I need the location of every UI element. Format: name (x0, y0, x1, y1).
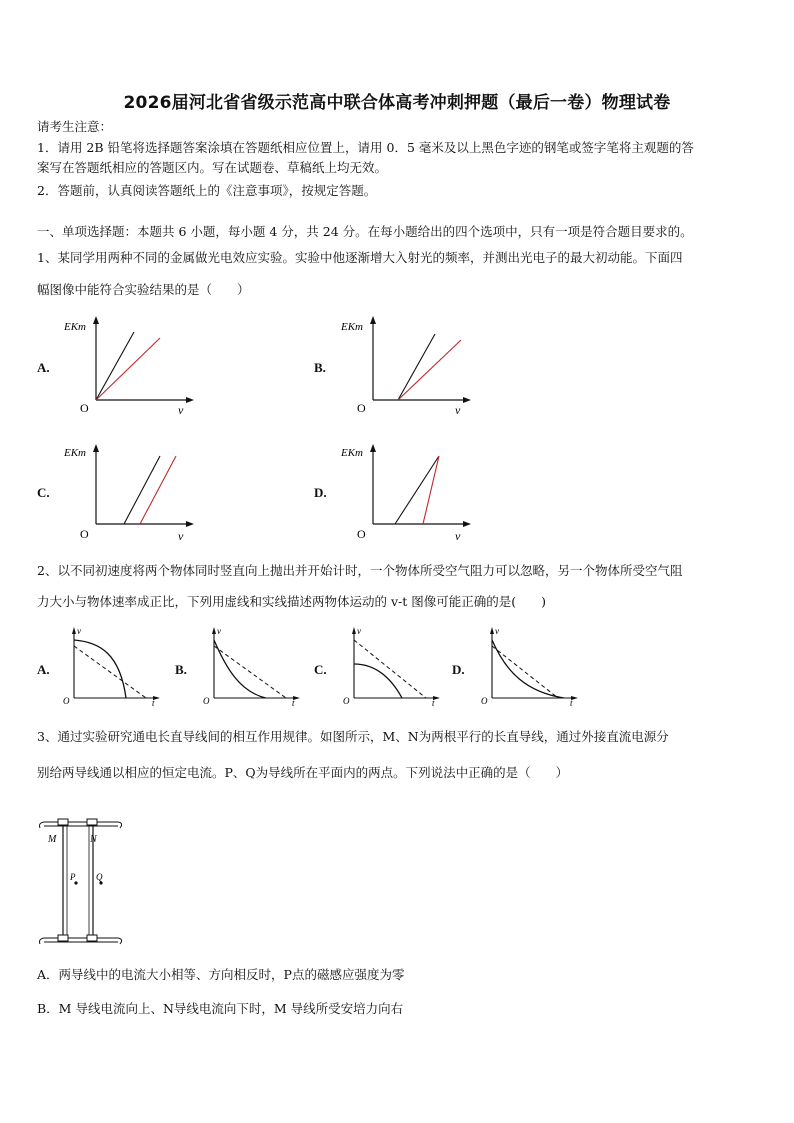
x-axis-label: t (432, 698, 435, 708)
q2-option-d-label[interactable]: D. (452, 662, 465, 677)
top-support-bar (40, 822, 122, 828)
notice-line-1b: 案写在答题纸相应的答题区内。写在试题卷、草稿纸上均无效。 (37, 160, 388, 175)
notice-line-2: 2．答题前，认真阅读答题纸上的《注意事项》，按规定答题。 (37, 183, 377, 198)
solid-curve (492, 640, 564, 698)
x-axis-arrow-icon (463, 397, 471, 403)
red-line (398, 340, 461, 400)
solid-curve (214, 640, 266, 698)
dashed-line (354, 640, 426, 698)
label-n: N (90, 834, 97, 845)
y-axis-arrow-icon (93, 444, 99, 452)
y-axis-label: EKm (64, 321, 86, 333)
origin-label: O (357, 401, 366, 415)
x-axis-arrow-icon (186, 521, 194, 527)
y-axis-arrow-icon (93, 316, 99, 324)
q2-option-c-label[interactable]: C. (314, 662, 327, 677)
red-line (423, 456, 439, 524)
origin-label: O (481, 696, 488, 706)
black-line (124, 456, 160, 524)
q2-graph-a (60, 624, 164, 708)
black-line (96, 332, 134, 400)
x-axis-label: t (570, 698, 573, 708)
label-m: M (48, 834, 57, 845)
origin-label: O (343, 696, 350, 706)
q1-option-b-label[interactable]: B. (314, 360, 326, 375)
red-line (140, 456, 176, 524)
black-line (395, 456, 439, 524)
q2-graph-c (340, 624, 444, 708)
y-axis-label: EKm (341, 447, 363, 459)
q1-option-d-label[interactable]: D. (314, 485, 327, 500)
y-axis-label: EKm (64, 447, 86, 459)
q2-option-a-label[interactable]: A. (37, 662, 50, 677)
q1-stem-line-1: 1、某同学用两种不同的金属做光电效应实验。实验中他逐渐增大入射光的频率，并测出光电子的最大初动能。下面四 (37, 250, 683, 265)
q1-stem-line-2: 幅图像中能符合实验结果的是（ ） (37, 282, 250, 297)
q2-graph-d (478, 624, 582, 708)
label-q: Q (96, 872, 103, 882)
dashed-line (214, 646, 286, 698)
origin-label: O (203, 696, 210, 706)
y-axis-arrow-icon (72, 627, 76, 634)
q1-graph-d (337, 440, 477, 548)
y-axis-arrow-icon (352, 627, 356, 634)
y-axis-arrow-icon (212, 627, 216, 634)
y-axis-arrow-icon (370, 316, 376, 324)
origin-label: O (80, 401, 89, 415)
q3-stem-line-1: 3、通过实验研究通电长直导线间的相互作用规律。如图所示，M、N为两根平行的长直导线，通过外接直流电源分 (37, 729, 669, 744)
x-axis-label: ν (178, 529, 184, 543)
red-line (96, 338, 160, 400)
q3-stem-line-2: 别给两导线通以相应的恒定电流。P、Q为导线所在平面内的两点。下列说法中正确的是（ ） (37, 765, 569, 780)
q1-graph-a (60, 312, 200, 420)
black-line (398, 334, 435, 400)
x-axis-label: ν (455, 529, 461, 543)
origin-label: O (80, 527, 89, 541)
q2-stem-line-1: 2、以不同初速度将两个物体同时竖直向上抛出并开始计时，一个物体所受空气阻力可以忽略，另一个物体所受空气阻 (37, 563, 683, 578)
bottom-support-bar (40, 938, 122, 944)
y-axis-arrow-icon (490, 627, 494, 634)
y-axis-label: v (495, 626, 499, 636)
y-axis-arrow-icon (370, 444, 376, 452)
x-axis-label: ν (178, 403, 184, 417)
dashed-line (492, 646, 558, 698)
q2-graph-b (200, 624, 304, 708)
origin-label: O (63, 696, 70, 706)
x-axis-label: t (292, 698, 295, 708)
dashed-line (74, 646, 146, 698)
q3-wire-diagram (34, 810, 124, 960)
y-axis-label: v (217, 626, 221, 636)
solid-curve (74, 640, 126, 698)
q3-option-b[interactable]: B．M 导线电流向上、N导线电流向下时，M 导线所受安培力向右 (37, 1001, 404, 1016)
notice-line-1a: 1．请用 2B 铅笔将选择题答案涂填在答题纸相应位置上，请用 0．5 毫米及以上黑色字迹的钢笔或签字笔将主观题的答 (37, 140, 694, 155)
q3-option-a[interactable]: A．两导线中的电流大小相等、方向相反时，P点的磁感应强度为零 (37, 967, 405, 982)
q2-option-b-label[interactable]: B. (175, 662, 187, 677)
page-title: 2026届河北省省级示范高中联合体高考冲刺押题（最后一卷）物理试卷 (123, 93, 671, 113)
top-clip-m (58, 819, 68, 825)
q1-graph-c (60, 440, 200, 548)
y-axis-label: v (77, 626, 81, 636)
solid-curve (354, 664, 402, 698)
top-clip-n (87, 819, 97, 825)
q2-stem-line-2: 力大小与物体速率成正比，下列用虚线和实线描述两物体运动的 v-t 图像可能正确的是( ) (37, 594, 547, 609)
y-axis-label: EKm (341, 321, 363, 333)
bottom-clip-n (87, 935, 97, 941)
x-axis-arrow-icon (463, 521, 471, 527)
x-axis-label: ν (455, 403, 461, 417)
q1-option-a-label[interactable]: A. (37, 360, 50, 375)
notice-heading: 请考生注意： (37, 119, 113, 134)
q1-option-c-label[interactable]: C. (37, 485, 50, 500)
q1-graph-b (337, 312, 477, 420)
label-p: P (70, 872, 76, 882)
x-axis-label: t (152, 698, 155, 708)
x-axis-arrow-icon (186, 397, 194, 403)
origin-label: O (357, 527, 366, 541)
bottom-clip-m (58, 935, 68, 941)
section-heading: 一、单项选择题：本题共 6 小题，每小题 4 分，共 24 分。在每小题给出的四个选项中，只有一项是符合题目要求的。 (37, 224, 693, 239)
y-axis-label: v (357, 626, 361, 636)
